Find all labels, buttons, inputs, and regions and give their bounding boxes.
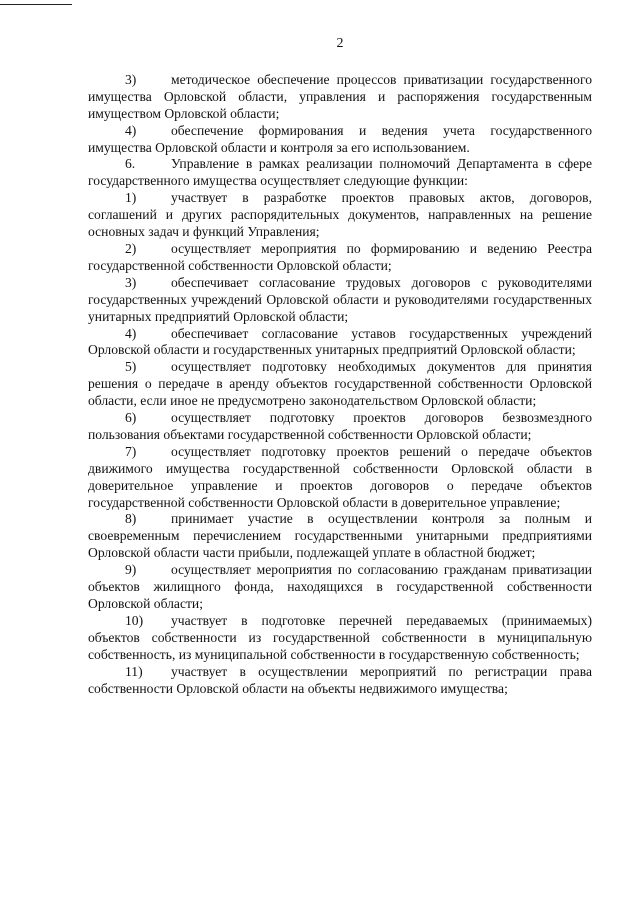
item-marker: 6. <box>125 156 136 172</box>
list-item <box>88 156 592 190</box>
list-item <box>88 359 592 410</box>
list-item <box>88 275 592 326</box>
item-marker: 8) <box>125 511 137 527</box>
list-item <box>88 190 592 241</box>
list-item <box>88 613 592 664</box>
item-text: осуществляет мероприятия по согласованию гражданам приватизации объектов жилищного фонда, находящихся в государственной собственности Орловской области; <box>88 562 592 611</box>
list-item <box>88 123 592 157</box>
item-text: Управление в рамках реализации полномочий Департамента в сфере государственного имущества осуществляет следующие функции: <box>88 156 592 189</box>
item-text: методическое обеспечение процессов приватизации государственного имущества Орловской области, управления и распоряжения государственным имуществом Орловской области; <box>88 71 592 121</box>
item-marker: 10) <box>125 612 144 628</box>
item-marker: 9) <box>125 562 137 578</box>
item-text: осуществляет подготовку проектов решений о передаче объектов движимого имущества государственной собственности Орловской области в доверительное управление и проектов договоров о передаче объектов государственной собственности Орловской области в доверительное управление; <box>88 443 592 510</box>
item-marker: 1) <box>125 190 137 206</box>
list-item <box>88 326 592 360</box>
list-item <box>88 72 592 123</box>
document-body <box>88 72 592 698</box>
document-page <box>88 36 592 697</box>
item-text: обеспечивает согласование уставов государственных учреждений Орловской области и государственных унитарных предприятий Орловской области; <box>88 325 592 358</box>
item-text: участвует в подготовке перечней передаваемых (принимаемых) объектов собственности из государственной собственности в муниципальную собственность, из муниципальной собственности в государственную собственность; <box>88 612 592 662</box>
item-marker: 5) <box>125 359 137 375</box>
item-marker: 11) <box>125 663 143 679</box>
item-text: осуществляет мероприятия по формированию и ведению Реестра государственной собственности Орловской области; <box>88 240 592 273</box>
item-marker: 4) <box>125 122 137 138</box>
list-item <box>88 444 592 512</box>
list-item <box>88 664 592 698</box>
item-text: обеспечивает согласование трудовых договоров с руководителями государственных учреждений Орловской области и руководителями государственных унитарных предприятий Орловской области; <box>88 274 592 324</box>
item-text: принимает участие в осуществлении контроля за полным и своевременным перечислением государственными унитарными предприятиями Орловской области части прибыли, подлежащей уплате в областной бюджет; <box>88 511 592 561</box>
list-item <box>88 511 592 562</box>
item-marker: 3) <box>125 274 137 290</box>
item-marker: 6) <box>125 410 137 426</box>
item-marker: 7) <box>125 443 137 459</box>
item-text: осуществляет подготовку необходимых документов для принятия решения о передаче в аренду объектов государственной собственности Орловской области, если иное не предусмотрено законодательством Орловской области; <box>88 359 592 409</box>
list-item <box>88 410 592 444</box>
item-marker: 2) <box>125 240 137 256</box>
item-text: осуществляет подготовку проектов договоров безвозмездного пользования объектами государственной собственности Орловской области; <box>88 410 592 442</box>
item-marker: 4) <box>125 325 137 341</box>
corner-rule <box>0 4 72 5</box>
page-number: 2 <box>336 36 344 51</box>
item-marker: 3) <box>125 71 137 87</box>
list-item <box>88 241 592 275</box>
item-text: обеспечение формирования и ведения учета государственного имущества Орловской области и контроля за его использованием. <box>88 122 592 155</box>
list-item <box>88 562 592 613</box>
item-text: участвует в осуществлении мероприятий по регистрации права собственности Орловской области на объекты недвижимого имущества; <box>88 663 592 696</box>
item-text: участвует в разработке проектов правовых актов, договоров, соглашений и других распорядительных документов, направленных на решение основных задач и функций Управления; <box>88 190 592 240</box>
